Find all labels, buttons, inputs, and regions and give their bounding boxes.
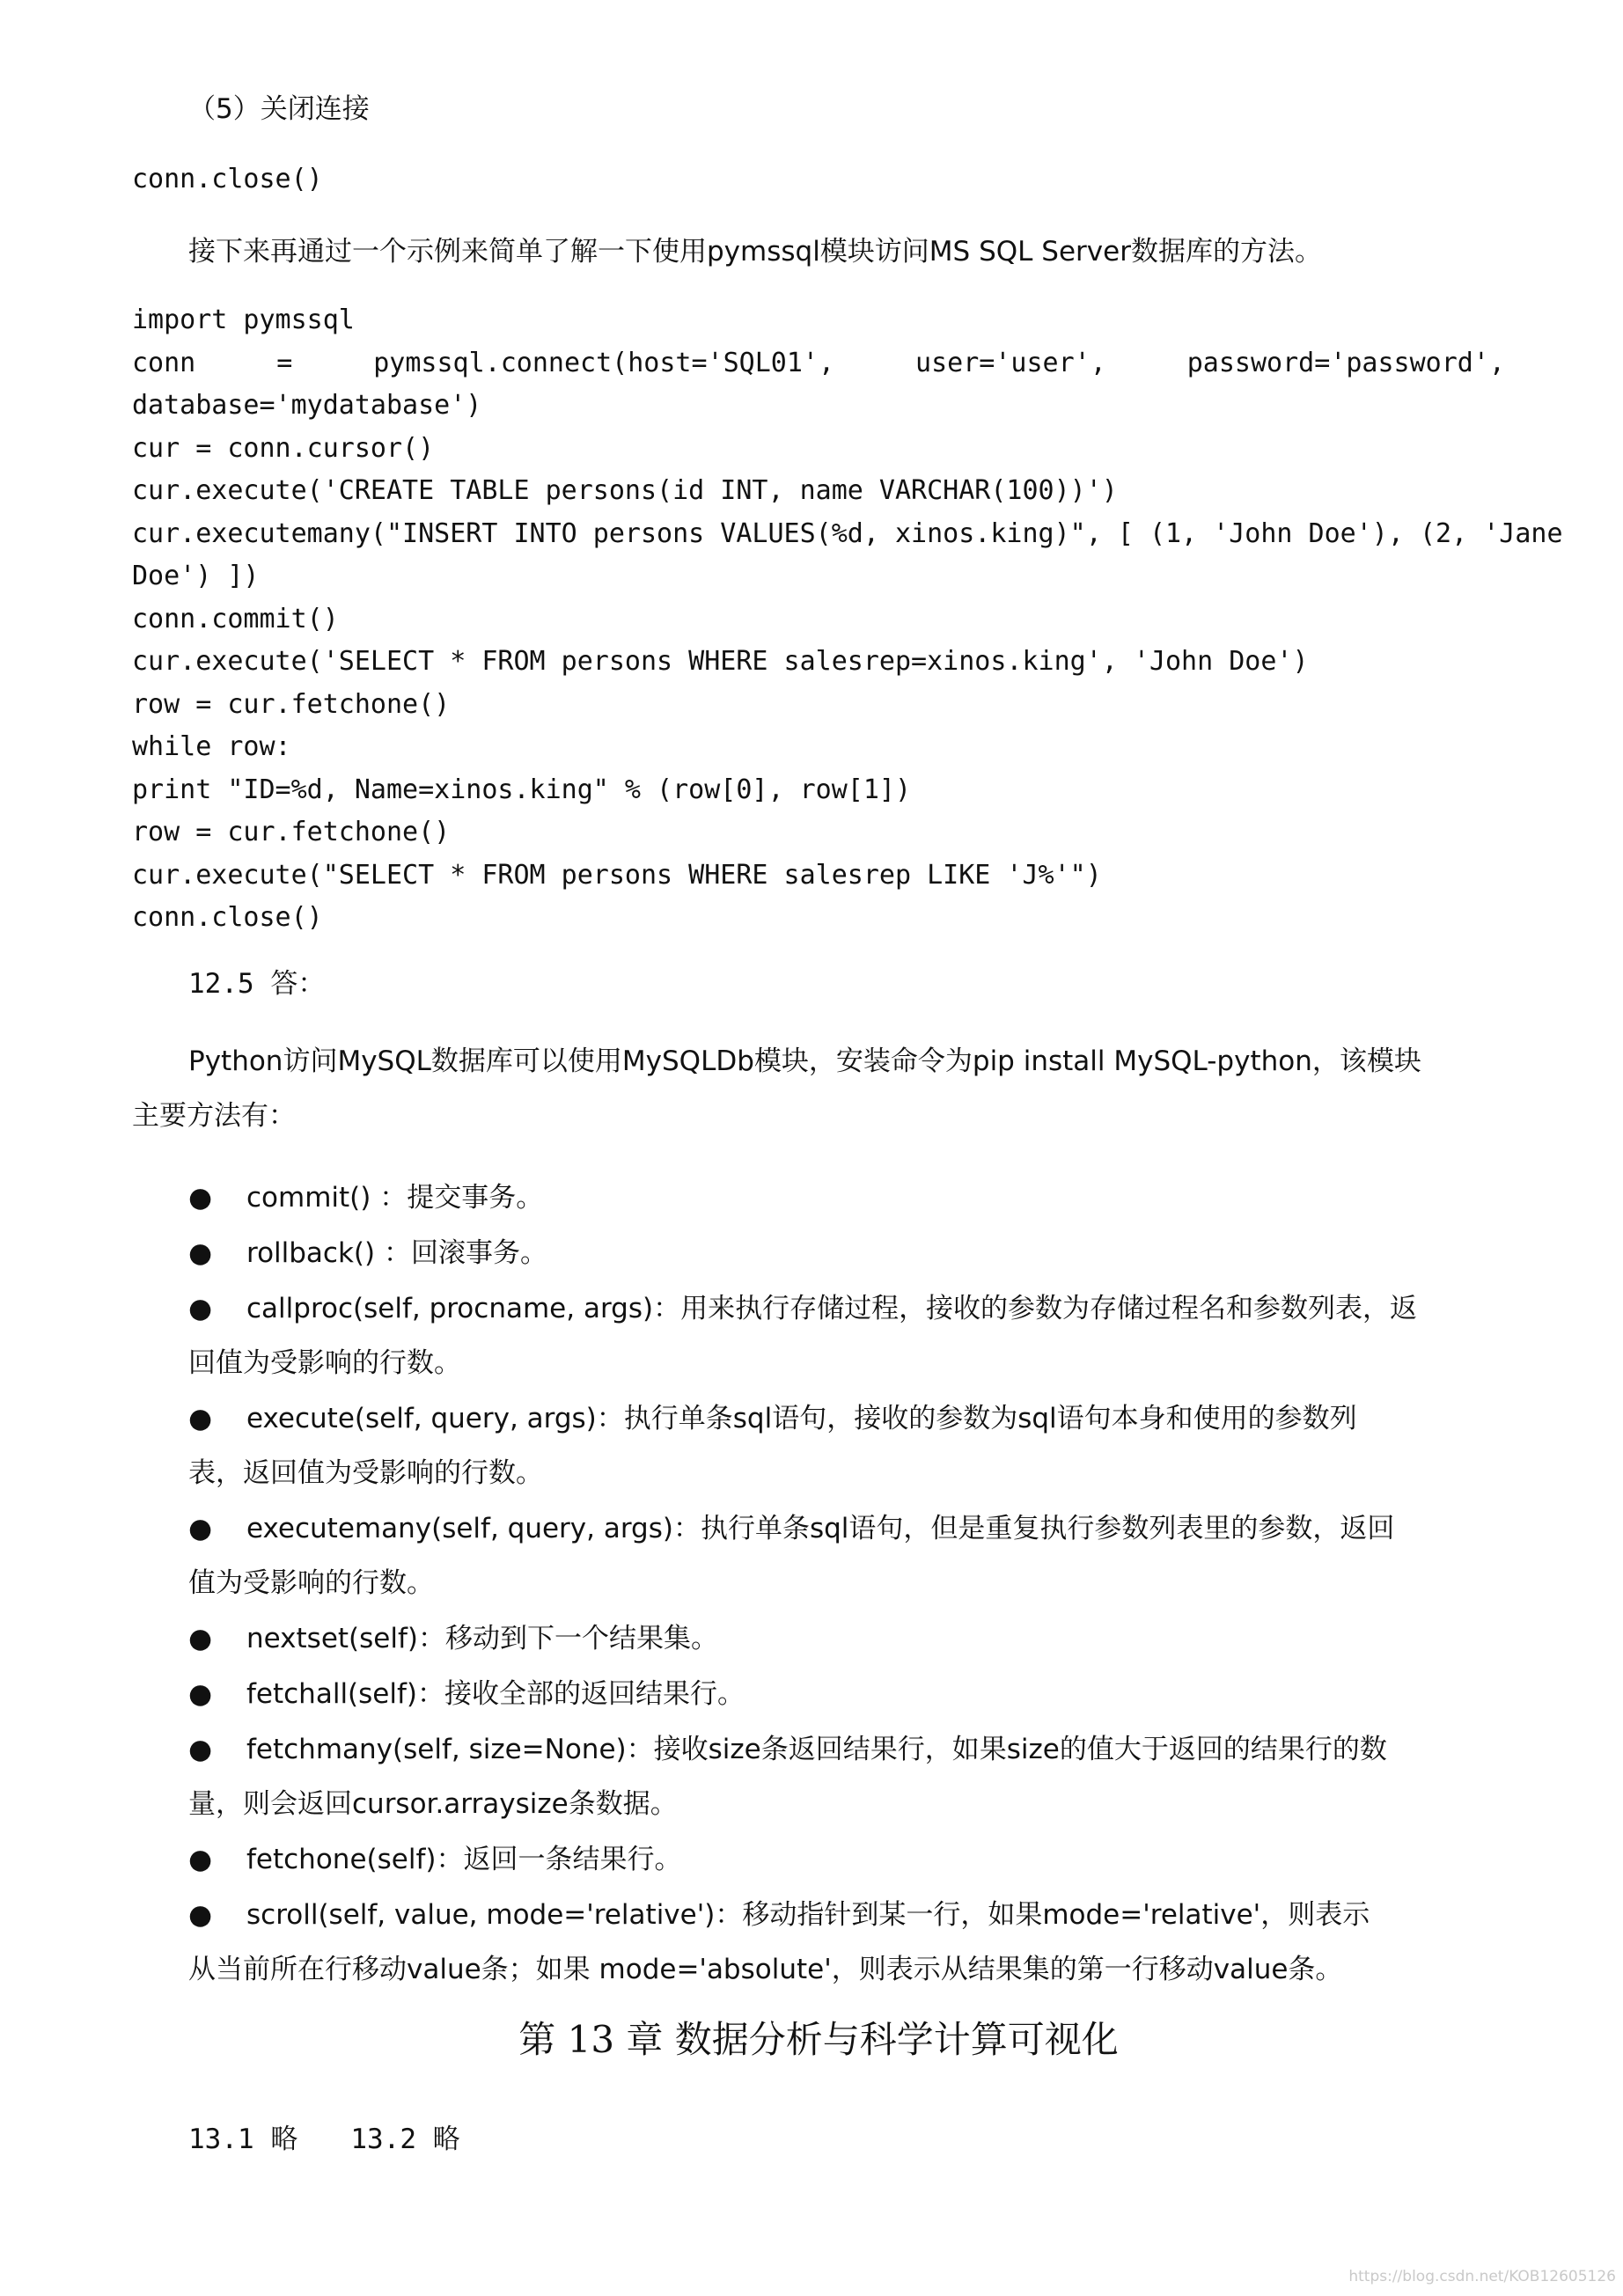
bullet-text-line: commit() ：提交事务。 — [246, 1182, 544, 1214]
chapter-title: 第 13 章 数据分析与科学计算可视化 — [518, 2018, 1119, 2061]
bullet-text-line: 值为受影响的行数。 — [188, 1567, 434, 1599]
bullet-text-line: 表，返回值为受影响的行数。 — [188, 1457, 543, 1489]
bullet-item — [188, 1832, 1505, 1887]
bullet-item — [188, 1888, 1505, 1997]
bullet-item — [188, 1170, 1505, 1225]
bullet-text-line: fetchone(self)：返回一条结果行。 — [246, 1844, 682, 1875]
code-line: row = cur.fetchone() — [132, 817, 451, 847]
answer-12-5-paragraph — [132, 1034, 1505, 1143]
bullet-item — [188, 1667, 1505, 1721]
bullet-dot-icon: ● — [188, 1899, 213, 1931]
code-line: cur.executemany("INSERT INTO persons VALUES(%d, xinos.king)", [ (1, 'John Doe'), (2, 'Jane — [132, 517, 1563, 549]
code-token: password='password', — [1186, 347, 1505, 378]
code-line: conn.close() — [132, 902, 323, 933]
code-line: print "ID=%d, Name=xinos.king" % (row[0], row[1]) — [132, 774, 912, 805]
bullet-item — [188, 1226, 1505, 1280]
code-line: database='mydatabase') — [132, 390, 482, 421]
bullet-text-line: 从当前所在行移动value条；如果 mode='absolute'，则表示从结果集的第一行移动value条。 — [188, 1954, 1343, 1985]
watermark-url: https://blog.csdn.net/KOB12605126 — [1348, 2268, 1616, 2285]
bullet-text-line: rollback() ：回滚事务。 — [246, 1237, 547, 1269]
bullet-text-line: 量，则会返回cursor.arraysize条数据。 — [188, 1788, 678, 1820]
bullet-item — [188, 1611, 1505, 1666]
code-line-connect — [132, 342, 1505, 385]
code-line: conn.commit() — [132, 603, 339, 635]
methods-bullet-list — [188, 1170, 1505, 1998]
bullet-item — [188, 1722, 1505, 1831]
code-block-pymssql — [132, 299, 1563, 940]
bullet-text-line: executemany(self, query, args)：执行单条sql语句，但是重复执行参数列表里的参数，返回 — [246, 1513, 1395, 1544]
intro-mssql-paragraph: 接下来再通过一个示例来简单了解一下使用pymssql模块访问MS SQL Server数据库的方法。 — [188, 236, 1322, 268]
bullet-dot-icon: ● — [188, 1678, 213, 1710]
bullet-dot-icon: ● — [188, 1182, 213, 1214]
code-token: user='user', — [915, 347, 1106, 378]
code-token: = — [276, 347, 293, 378]
code-line: Doe') ]) — [132, 561, 260, 591]
bullet-dot-icon: ● — [188, 1844, 213, 1875]
bullet-dot-icon: ● — [188, 1237, 213, 1269]
bullet-text-line: execute(self, query, args)：执行单条sql语句，接收的参数为sql语句本身和使用的参数列 — [246, 1403, 1357, 1434]
bullet-text-line: nextset(self)：移动到下一个结果集。 — [246, 1623, 718, 1654]
code-token: pymssql.connect(host='SQL01', — [373, 347, 835, 378]
answer-13-2: 13.2 略 — [350, 2124, 460, 2155]
bullet-text-line: fetchmany(self, size=None)：接收size条返回结果行，如果size的值大于返回的结果行的数 — [246, 1734, 1387, 1765]
section-heading-close-connection: （5）关闭连接 — [188, 93, 370, 125]
bullet-item — [188, 1391, 1505, 1500]
bullet-item — [188, 1501, 1505, 1610]
answers-13 — [188, 2112, 460, 2167]
answer-13-1: 13.1 略 — [188, 2124, 298, 2155]
code-line: import pymssql — [132, 304, 355, 335]
bullet-dot-icon: ● — [188, 1734, 213, 1765]
code-line: row = cur.fetchone() — [132, 688, 451, 720]
bullet-text-line: 回值为受影响的行数。 — [188, 1347, 461, 1379]
code-line: cur.execute('CREATE TABLE persons(id INT, name VARCHAR(100))') — [132, 475, 1118, 506]
code-line: cur.execute('SELECT * FROM persons WHERE salesrep=xinos.king', 'John Doe') — [132, 646, 1309, 677]
bullet-item — [188, 1281, 1505, 1390]
bullet-dot-icon: ● — [188, 1623, 213, 1654]
code-token: conn — [132, 347, 196, 378]
bullet-text-line: callproc(self, procname, args)：用来执行存储过程，接收的参数为存储过程名和参数列表，返 — [246, 1293, 1418, 1324]
answer-12-5-label: 12.5 答： — [188, 968, 326, 1000]
code-line: cur.execute("SELECT * FROM persons WHERE salesrep LIKE 'J%'") — [132, 859, 1102, 891]
bullet-dot-icon: ● — [188, 1293, 213, 1324]
bullet-text-line: fetchall(self)：接收全部的返回结果行。 — [246, 1678, 745, 1710]
code-line: cur = conn.cursor() — [132, 432, 435, 464]
paragraph-line: Python访问MySQL数据库可以使用MySQLDb模块，安装命令为pip install MySQL-python，该模块 — [188, 1045, 1421, 1077]
bullet-dot-icon: ● — [188, 1403, 213, 1434]
code-conn-close: conn.close() — [132, 164, 323, 194]
paragraph-line: 主要方法有： — [132, 1100, 296, 1132]
bullet-dot-icon: ● — [188, 1513, 213, 1544]
code-line: while row: — [132, 731, 291, 762]
bullet-text-line: scroll(self, value, mode='relative')：移动指针到某一行，如果mode='relative'，则表示 — [246, 1899, 1370, 1931]
